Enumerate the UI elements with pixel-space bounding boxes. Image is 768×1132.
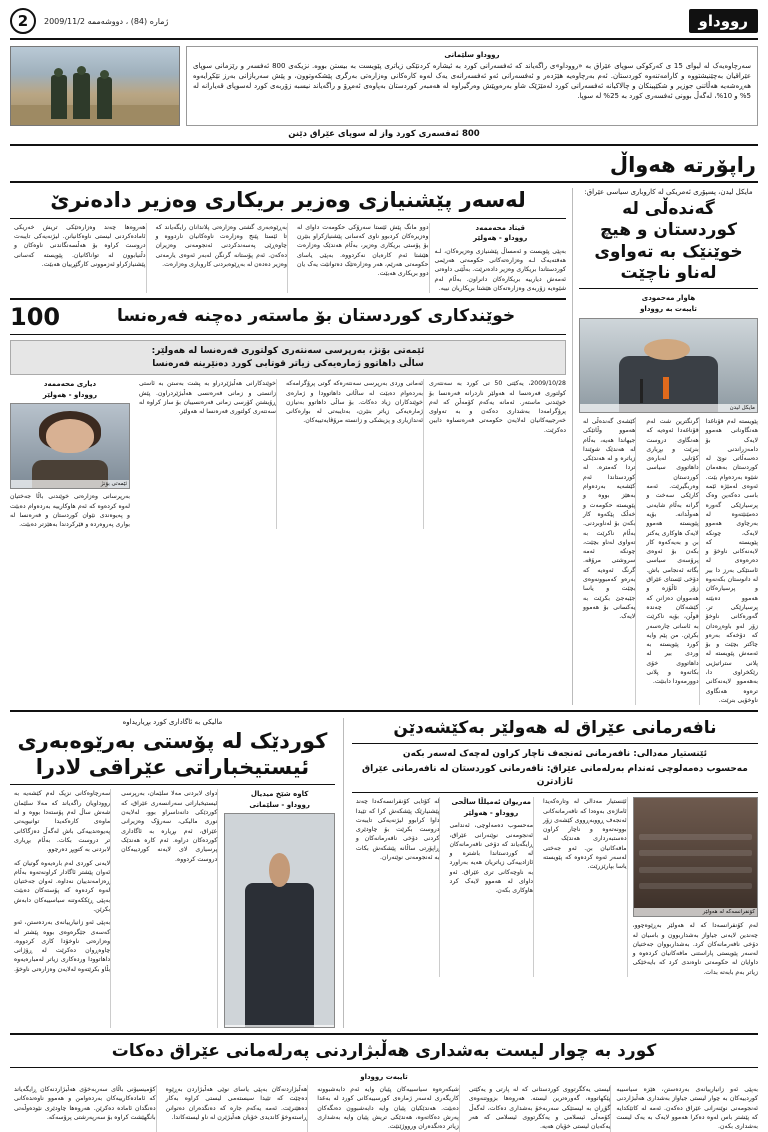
newspaper-logo: رووداو (689, 9, 758, 33)
mid-right-photo (224, 813, 335, 1028)
divider (579, 288, 758, 289)
mid-right-photo-col (224, 789, 335, 1028)
mid-left-columns (352, 797, 758, 977)
mid-right-headline-2: ئیستیخباراتی عێراقی لادرا (35, 754, 310, 779)
bottom-region (10, 1041, 758, 1131)
portrait-head (269, 853, 291, 887)
lead-byline-name: قیناد محەممەد (475, 223, 525, 232)
soldier-head-icon (77, 66, 86, 75)
mid-right-columns (10, 789, 335, 1028)
divider (352, 792, 758, 793)
mid-left-article (343, 718, 758, 1028)
feature-photo (579, 318, 758, 413)
mid-left-photo (633, 797, 758, 917)
banner-body: سەرچاوەیەک لە لیوای 15 ی کەرکوکی سوپای عێراق بە «رووداو»ی راگەیاند کە ئەفسەرانی کورد بە ئیشاره‌ کردنێکی زیاتری پێویست بە بیستن بووە. نزیکەی 800 ئەفسەر و رێزمانی سوپای عێراقیان بەچێنیشتووه و کارامەتنەوە کوردستان. ئەم بەرچاوەیە هێژدەر و ئەفسەرانی ئەو ئەفسەرانەی یەک لەوە کارەکانی وەزارەتی بەرگری پێشکەوتوون، و پێش سەربازانی بەرز تێکڕایەوه هەڕەشەیە هەڵاتنی جوزیر و شکێپینکان و چالاکیانە ئەفسەرانی کورد لەمێژێک شاو بەرەوپێش وەرگیراوە لە هەمبەر کوردستان بەپاوەی ئەمڕۆ و راگەیاند نیسبە زۆربەی کورد لەسوپای قەیارانە لە 5% و 10%، لەگەڵ بوونی ئەفسەری کورد بە 25% لە سوپا. (193, 62, 752, 101)
feature-column-1: پێویستە لەم قۆناغدا هەنگاونانی هەموو لایەک بۆ دامەزراندنی دەسەڵاتی نوێ لە کوردستان بەهەمان شێوە بەردەوام بێت. ئەوەی لەمێژە ئێمە باسی دەکەین وەک پرسیارێکی گەورە دەمێنێتەوە لە بەرچاوی هەموو لایەک، چونکە پێویستە کە لایەنەکانی ناوخۆ و دەرەوەی لە ئاستێکی بەرز دا بیر لە دانوستان بکەنەوە و پرسیارەکان هەموو دەبێتە پرسیارێکی تر. گەورەکانی ناوخۆ زۆر لەو باوەڕەدان کە دۆخەکە بەرەو چاکتر بچێت و بۆ ئەمەش پێویستە لە پلانی ستراتیژیی رێکخراوی دا، بەهەموو لایەنەکانی ترەوە هەنگاوی ناوخۆیی بنرێت. (705, 418, 758, 704)
feature-kicker: مایکل لیدن، پسپۆری ئەمریکی لە کاروباری سیاسی عێراق: (584, 188, 753, 196)
middle-two-up (10, 718, 758, 1028)
bottom-column-4: هەڵبژاردنەکان بەپێی یاسای نوێی هەڵبژاردن بەڕێوە دەچێت کە تێیدا سیستەمی لیستی کراوە بەکار دەهێنرێت. ئەمە یەکەم جارە کە دەنگدەران دەتوانن ڕاستەوخۆ کاندیدی خۆیان هەڵبژێرن لە ناو لیستەکاندا. (162, 1085, 309, 1131)
portrait-face (46, 419, 93, 453)
masthead (10, 8, 758, 40)
photo-caption: مایکل لیدن (580, 404, 757, 412)
strip-subhead-2: ساڵی داهاتوو ژمارەیەکی زیاتر قوتابی کورد دەنێرینە فەرەنسا (152, 358, 424, 369)
strip-columns (10, 379, 566, 529)
divider (10, 144, 758, 146)
bottom-column-2: لیستی یەکگرتووی کوردستانی کە لە پارتی و یەکێتی پێکهاتووە، گەورەترین لیستە. هەروەها بزووتنەوەی گۆڕان بە لیستێکی سەربەخۆ بەشداری دەکات، لەگەڵ کۆمەڵی ئیسلامی و یەکگرتووی ئیسلامی کە هەر یەکەیان لیستی خۆیان هەیە. (465, 1085, 612, 1131)
soldier-figure (73, 73, 90, 119)
photo-caption (225, 1025, 334, 1027)
strip-number: 100 (10, 303, 61, 332)
photo-caption: کۆنفرانسەکە لە هەولێر (634, 908, 757, 916)
seat-row (639, 850, 753, 856)
feature-column-3: کێشەی گەندەڵی لە هەموو وڵاتێکی جیهاندا هەیە، بەڵام لە هەندێک شوێندا زیاترە و لە هەندێکی تردا کەمترە. لە کوردستاندا ئەم کێشەیە بەردەوام بەهێز بووە و پێویستە حکومەت و خەڵک پێکەوە کار بکەن بۆ لەناوبردنی. بەڵام ناکرێت بە تەواوی لەناو بچێت، چونکە ئەمە سروشتی مرۆڤە. گرنگ ئەوەیە کە بەرەو کەمبوونەوەی بچێت و یاسا جێبەجێ بکرێت بە یەکسانی بۆ هەموو لایەک. (579, 417, 636, 705)
lead-column-1: بەپێی پێویست و ئەمساڵ پێشنیازی وەزیرەکان، لـە هەفتەیەک لـە وەزارەتەکانی حکومەتی هەرێمی کوردستاندا بریکاری وەزیر دادەنرێت. بەڵێنی داوەتی ئەمەش دیارییە بریکارەکان دانراون. بەڵام لەم شێوەیە زۆربەی وەزارەتەکان هێشتا بریکاریان نییە. (434, 247, 566, 292)
mid-left-headline: نافەرمانی عێراق لە هەولێر بەکێشەدێن (393, 718, 717, 739)
banner-caption: 800 ئەفسەری کورد واز لە سوپای عێراق دێنن (288, 129, 480, 139)
feature-columns (579, 417, 758, 705)
strip-headline: خوێندکاری کوردستان بۆ ماستەر دەچنە فەرەنسا (116, 306, 516, 327)
mid-right-column-4: بەپێی ئەو زانیارییانەی بەردەستن، ئەو کەسەی جێگرەوەی بووە پێشتر لە وەزارەتی ناوخۆدا کاری کردووە. چاوەڕوان دەکرێت لە ڕۆژانی داهاتوودا وردەکاری زیاتر لەمبارەیەوە بڵاو بکرێتەوە لەلایەن وەزارەتی ناوخۆ. (14, 919, 111, 973)
banner-photo (10, 46, 180, 126)
strip-byline-name: دیاری محەممەد (43, 380, 97, 389)
issue-date: ژمارە (84) ، دووشەممە 2009/11/2 (44, 16, 169, 26)
strip-headline-bar (10, 298, 566, 335)
lead-column-3: بەڕێوەبەری گشتی وەزارەتی پلاندانان رایگەیاند کە تا ئێستا پێنج وەزارەت ناوەکانیان ناردووە و چاوەڕێی پەسەندکردنی ئەنجومەنی وەزیران دەکەن. ئەم پۆستانە گرنگن لەبەر ئەوەی یارمەتی وەزیر دەدەن لە بەڕێوەبردنی کاروباری وەزارەت. (152, 223, 289, 293)
strip-column-1: 2009/10/28، یەکێتی 50 تی کورد بە سەنتەری کولتوری فەرەنسا لە هەولێر ناردرانە فەرەنسا بۆ خوێندنی ماستەر. ئەمانە یەکەم کۆمەڵن کە لەم پرۆگرامەدا بەشداری دەکەن و بە تەواوی خەرجییەکانیان لەلایەن حکومەتی فەرەنساوە دابین دەکرێت. (429, 380, 566, 434)
feature-byline-name: هاوار مەحمودی (641, 294, 696, 302)
left-feature-article (572, 188, 758, 705)
seat-row (639, 834, 753, 840)
portrait-suit (245, 883, 314, 1028)
bottom-columns (10, 1085, 758, 1131)
feature-column-2: گرنگترین شت لەم قۆناغەدا ئەوەیە کە هەنگاوی دروست بنرێت و بڕیاری کۆتایی لەبارەی داهاتووی سیاسی کوردستان وەربگیرێت. ئەمە کارێکی سەخت و گرانە بەڵام شایەنی هەوڵدانە. بۆیە پێویستە هەموو لایەک هاوکاری یەکتر بن و بەیەکەوە کار بکەن بۆ ئەوەی پرۆسەی سیاسی بگاتە ئەنجامی باش. دۆخی ئێستای عێراق زۆر ئاڵۆزە و هەمووان دەزانن کە کێشەکان چەندە قوڵن، بۆیە ناکرێت بە ئاسانی چارەسەر بکرێن. من پێم وایە کورد پێویستە بە وردی بیر لە داهاتووی خۆی بکاتەوە و پلانی دوورمەودا دابنێت. (642, 417, 699, 705)
bottom-column-1: بەپێی ئەو زانیارییانەی بەردەستن، هێزە سیاسییە کوردییەکان بە چوار لیستی جیاواز بەشداری هەڵبژاردنی ئەنجومەنی نوێنەرانی عێراق دەکەن. ئەمە لە کاتێکدایە کە پێشتر باس لەوە دەکرا هەموو لایەک بە یەک لیست بەشداری بکەن. (616, 1086, 758, 1131)
top-region (10, 188, 758, 705)
strip-byline-source: رووداو - هەولێر (42, 390, 98, 399)
soldier-head-icon (100, 70, 109, 79)
speaker-face (644, 339, 690, 359)
strip-column-3: خوێندکارانی هەڵبژێردراو بە پشت بەستن بە ئاستی زانستی و زمانی فەرەنسی هەڵبژێردراون. پێش ڕۆیشتن کۆرسی زمانی فەرەنسییان بۆ ساز کراوە لە سەنتەری کولتوری فەرەنسا لە هەولێر. (135, 379, 277, 529)
strip-side-block (10, 379, 130, 529)
lead-byline-source: رووداو - هەولێر (473, 234, 528, 243)
mid-right-kicker: مالیکی بە ئاگاداری کورد بڕیاریداوە (122, 718, 223, 727)
strip-photo (10, 403, 130, 489)
top-banner (10, 46, 758, 126)
lead-column-2: دوو مانگ پێش ئێستا سەرۆکی حکومەت داوای لە وەزیرەکان کردبوو ناوی کەسانی پێشنیازکراو بنێرن بۆ پۆستی بریکاری وەزیر، بەڵام هەندێک وەزارەت هێشتا ئەم کارەیان نەکردووە. بەپێی یاسای حکومەتی هەرێم، هەر وەزارەتێک دەتوانێت یەک یان دوو بریکاری هەبێت. (293, 223, 430, 293)
seat-row (639, 883, 753, 889)
mid-left-column-3: مەحسوب دەمەلوچی، ئەندامی ئەنجومەنی نوێنەرانی عێراق، ڕایگەیاند کە دۆخی نافەرمانەکان لە کوردستاندا باشترە و ئازادییەکی زیاتریان هەیە بەراورد بە ناوچەکانی تری عێراق. ئەو داوای لە هەموو لایەک کرد هاوکاری بکەن. (449, 822, 534, 895)
divider (10, 710, 758, 712)
lead-headline: لەسەر پێشنیازی وەزیر بریکاری وەزیر دادەنرێ (50, 188, 526, 212)
strip-column-4: بەرپرسانی وەزارەتی خوێندنی باڵا جەختیان لەوە کردەوە کە ئەم هاوکارییە بەردەوام دەبێت و پەیوەندی نێوان کوردستان و فەرەنسا لە بواری پەروەردە و فێرکردندا بەهێزتر دەبێت. (10, 493, 130, 529)
mid-right-article (10, 718, 335, 1028)
mid-left-byline-name: مەریوان ئەمیلڵا ساڵحی (451, 798, 532, 807)
strip-subhead-1: ئێمەتی بۆنژ، بەرپرسی سەنتەری کولتوری فەرەنسا لە هەولێر: (151, 346, 425, 357)
photo-caption: ئێمەتی بۆنژ (11, 480, 129, 488)
mid-left-column-4: لە کۆتایی کۆنفرانسەکەدا چەند پێشنیارێک پێشکەش کرا کە تێیدا داوا کرابوو لیژنەیەکی تایبەت دروست بکرێت بۆ چاودێری کردنی دۆخی نافەرمانەکان و ڕاپۆرتی ساڵانە پێشکەش بکات بە ئەنجومەنی نوێنەران. (352, 797, 441, 977)
mid-left-column-2: ئێنستیار مەدالی لە وتارەکەیدا ئاماژەی بەوەدا کە نافەرمانەکانی ئەنجەف ڕووبەڕووی کێشەی زۆر بوونەتەوە و ناچار کراون دەستبەرداری هەندێک لە مافەکانیان بن. ئەو جەختی لەسەر ئەوە کردەوە کە پێویستە یاسا بپارێزرێت. (539, 797, 628, 977)
feature-headline: گەندەڵی لە کوردستان و هیچ خوێنێک بە تەواوی لەناو ناچێت (594, 199, 743, 283)
divider (10, 1067, 758, 1068)
soldier-head-icon (54, 68, 63, 77)
soldier-figure (51, 75, 67, 119)
speaker-tie (663, 377, 669, 399)
divider (10, 218, 566, 219)
mid-left-sub-a: ئێنستیار مەدالی: نافەرمانی ئەنجەف ناچار کراون لەچەک لەسەر بکەن (402, 749, 707, 760)
mid-left-byline-source: رووداو - هەولێر (464, 808, 519, 817)
mid-right-column-3: لایەنی کوردی لەم بارەیەوە گوتیان کە ئەوان پێشتر ئاگادار کراونەتەوە بەڵام ڕەزامەندییان نەداوە. ئەوان جەختیان لەوە کردەوە کە پۆستەکان دەبێت بەپێی ڕێککەوتنە سیاسییەکان دابەش بکرێن. (14, 859, 111, 913)
bottom-column-3: شیکەرەوە سیاسییەکان پێیان وایە ئەم دابەشبوونە کاریگەری لەسەر ژمارەی کورسییەکانی کورد لە بەغدا دەبێت. هەندێکیان پێیان وایە دابەشبوون دەنگەکان پەرش دەکاتەوە، هەندێکی تریش پێیان وایە بەشداری زیاتر دەنگدەران ورووژێنێت. (313, 1085, 460, 1131)
divider (10, 784, 335, 785)
lead-columns (10, 223, 566, 293)
mid-right-column-1: دوای لابردنی مەلا سلێمان، بەرپرسی ئیستیخباراتی سەرانسەری عێراق، کە کوردێکی دانەناسراو بوو، لەلایەن نوری مالیکی، سەرۆک وەزیرانی عێراق، ئەم بڕیارە بە ئاگاداری کوردەکان دراوە. ئەم کارە هەندێک پرسیاری لای لایەنە کوردییەکان دروست کردووە. (117, 789, 218, 1028)
mid-left-column-1: لەم کۆنفرانسەدا کە لە هەولێر بەڕێوەچوو، چەندین لایەنی جیاواز بەشداربوون و باسیان لە دۆخی نافەرمانەکان کرد. بەشداربووان جەختیان لەسەر پێویستی پاراستنی مافەکانیان کردەوە و داوایان لە حکومەتی ناوەندی کرد کە بایەخێکی زیاتر بەم بابەتە بدات. (632, 922, 758, 976)
mid-right-column-stack (10, 789, 111, 1028)
photo-ground (11, 105, 179, 125)
mid-right-byline-name: کاوە شێخ میدیال (250, 790, 309, 799)
middle-region (10, 718, 758, 1028)
page-number: 2 (10, 8, 36, 34)
main-column (10, 188, 566, 705)
banner-kicker: رووداو سلێمانی (444, 51, 500, 59)
strip-subhead-box (10, 340, 566, 375)
banner-text-block (186, 46, 758, 126)
lead-byline-block (435, 223, 567, 293)
bottom-byline: تایبەت رووداو (360, 1072, 408, 1081)
mid-right-column-2: سەرچاوەکانی نزیک لەم کێشەیە بە رووداویان راگەیاند کە مەلا سلێمان شەش ساڵ لەم پۆستەدا بووە و لە ماوەی کارەکەیدا توانیویەتی پەیوەندییەکی باش لەگەڵ دەزگاکانی تر دروست بکات. بەڵام بڕیاری لابردنی بە کتوپڕ دەرچوو. (14, 790, 111, 854)
microphone-icon (640, 379, 643, 403)
strip-column-2: ئەمانی وردی بەرپرسی سەنتەرەکە گوتی پرۆگرامەکە بەردەوام دەبێت لە ساڵانی داهاتوودا و ژمارەی خوێندکاران زیاد دەکات. بۆ ساڵی داهاتوو بەنیازن ژمارەیەکی زیاتر بنێرن، بەتایبەتی لە بوارەکانی ئەندازیاری و پزیشکی و زانستە مرۆڤایەتییەکان. (282, 379, 424, 529)
seat-row (639, 867, 753, 873)
mid-left-sub-b: مەحسوب دەمەلوچی ئەندام بەرلەمانی عێراق: نافەرمانی کوردستان لە نافەرمانی عێراق ئازادترن (362, 764, 748, 787)
bottom-column-5: کۆمیسیۆنی باڵای سەربەخۆی هەڵبژاردنەکان ڕایگەیاند کە ئامادەکارییەکان بەردەوامن و هەموو ناوەندەکانی دەنگدان ئامادە دەکرێن. هەروەها چاودێری نێودەوڵەتی بانگهێشت کراوە بۆ سەرپەرشتی پرۆسەکە. (10, 1085, 157, 1131)
mid-left-photo-col (633, 797, 758, 977)
soldier-figure (97, 77, 112, 119)
section-title: راپۆرتە هەواڵ (10, 151, 758, 183)
divider (10, 1033, 758, 1035)
lead-column-4: هەروەها چەند وەزارەتێکی تریش خەریکی ئامادەکردنی لیستی ناوەکانیانن. لیژنەیەکی تایبەت دروست کراوە بۆ هەڵسەنگاندنی ناوەکان و دڵنیابوون لە تواناکانیان. پێویستە کەسانی پێشنیازکراو ئەزموونی کارگێڕییان هەبێت. (10, 223, 147, 293)
mid-right-byline-source: رووداو - سلێمانی (249, 800, 310, 809)
mid-right-headline-1: کوردێک لە پۆستی بەرێوەبەری (17, 729, 328, 754)
bottom-headline: کورد بە چوار لیست بەشداری هەڵبژاردنی پەرلەمانی عێراق دەکات (111, 1041, 657, 1062)
feature-byline-source: تایبەت بە رووداو (640, 304, 697, 313)
divider (352, 743, 758, 744)
mid-left-column-3-block (445, 797, 534, 977)
